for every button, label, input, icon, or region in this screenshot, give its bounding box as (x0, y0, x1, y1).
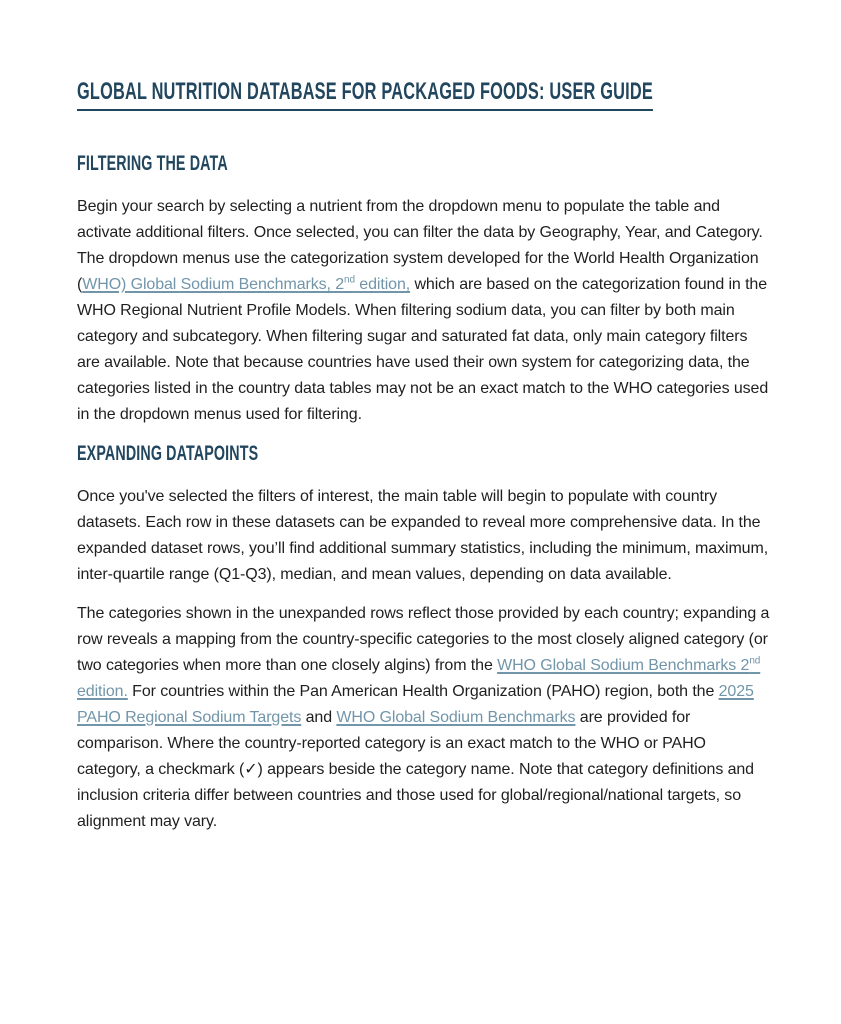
hyperlink[interactable]: WHO Global Sodium Benchmarks (336, 709, 576, 727)
paragraph-text: Once you've selected the filters of interest, the main table will begin to populate with country datasets. Each row in these datasets can be expanded to reveal more comprehensive data. In the expanded dataset rows, you’ll find additional summary statistics, including the minimum, maximum, inter-quartile range (Q1-Q3), median, and mean values, depending on data available. (77, 488, 769, 584)
hyperlink[interactable]: WHO Global Sodium Benchmarks 2nd edition. (77, 655, 761, 701)
paragraph (77, 601, 770, 835)
page-title: GLOBAL NUTRITION DATABASE FOR PACKAGED FOODS: USER GUIDE (77, 78, 653, 111)
document-body (77, 151, 769, 836)
paragraph (77, 194, 770, 428)
paragraph-text: are provided for comparison. Where the country-reported category is an exact match to the WHO or PAHO category, a checkmark (✓) appears beside the category name. Note that category definitions and inclusion criteria differ between countries and those used for global/regional/national targets, so alignment may vary. (77, 709, 754, 831)
superscript: nd (344, 274, 355, 286)
paragraph-text: For countries within the Pan American Health Organization (PAHO) region, both the (127, 683, 719, 701)
section-heading: FILTERING THE DATA (77, 151, 228, 175)
paragraph-text: Begin your search by selecting a nutrient from the dropdown menu to populate the table and activate additional filters. Once selected, you can filter the data by Geography, Year, and Category. The dropdown menus use the categorization system developed for the World Health Organization ( (77, 198, 763, 294)
paragraph-text: which are based on the categorization found in the WHO Regional Nutrient Profile Models. When filtering sodium data, you can filter by both main category and subcategory. When filtering sugar and saturated fat data, only main category filters are available. Note that because countries have used their own system for categorizing data, the categories listed in the country data tables may not be an exact match to the WHO categories used in the dropdown menus used for filtering. (77, 276, 769, 424)
paragraph-text: The categories shown in the unexpanded rows reflect those provided by each country; expanding a row reveals a mapping from the country-specific categories to the most closely aligned category (or two categories when more than one closely algins) from the (77, 605, 770, 675)
hyperlink[interactable]: 2025 PAHO Regional Sodium Targets (77, 683, 754, 727)
title-row (77, 78, 769, 151)
paragraph (77, 484, 770, 588)
superscript: nd (749, 655, 761, 667)
section-heading: EXPANDING DATAPOINTS (77, 442, 259, 466)
hyperlink[interactable]: WHO) Global Sodium Benchmarks, 2nd edition, (82, 274, 411, 294)
paragraph-text: and (301, 709, 337, 727)
